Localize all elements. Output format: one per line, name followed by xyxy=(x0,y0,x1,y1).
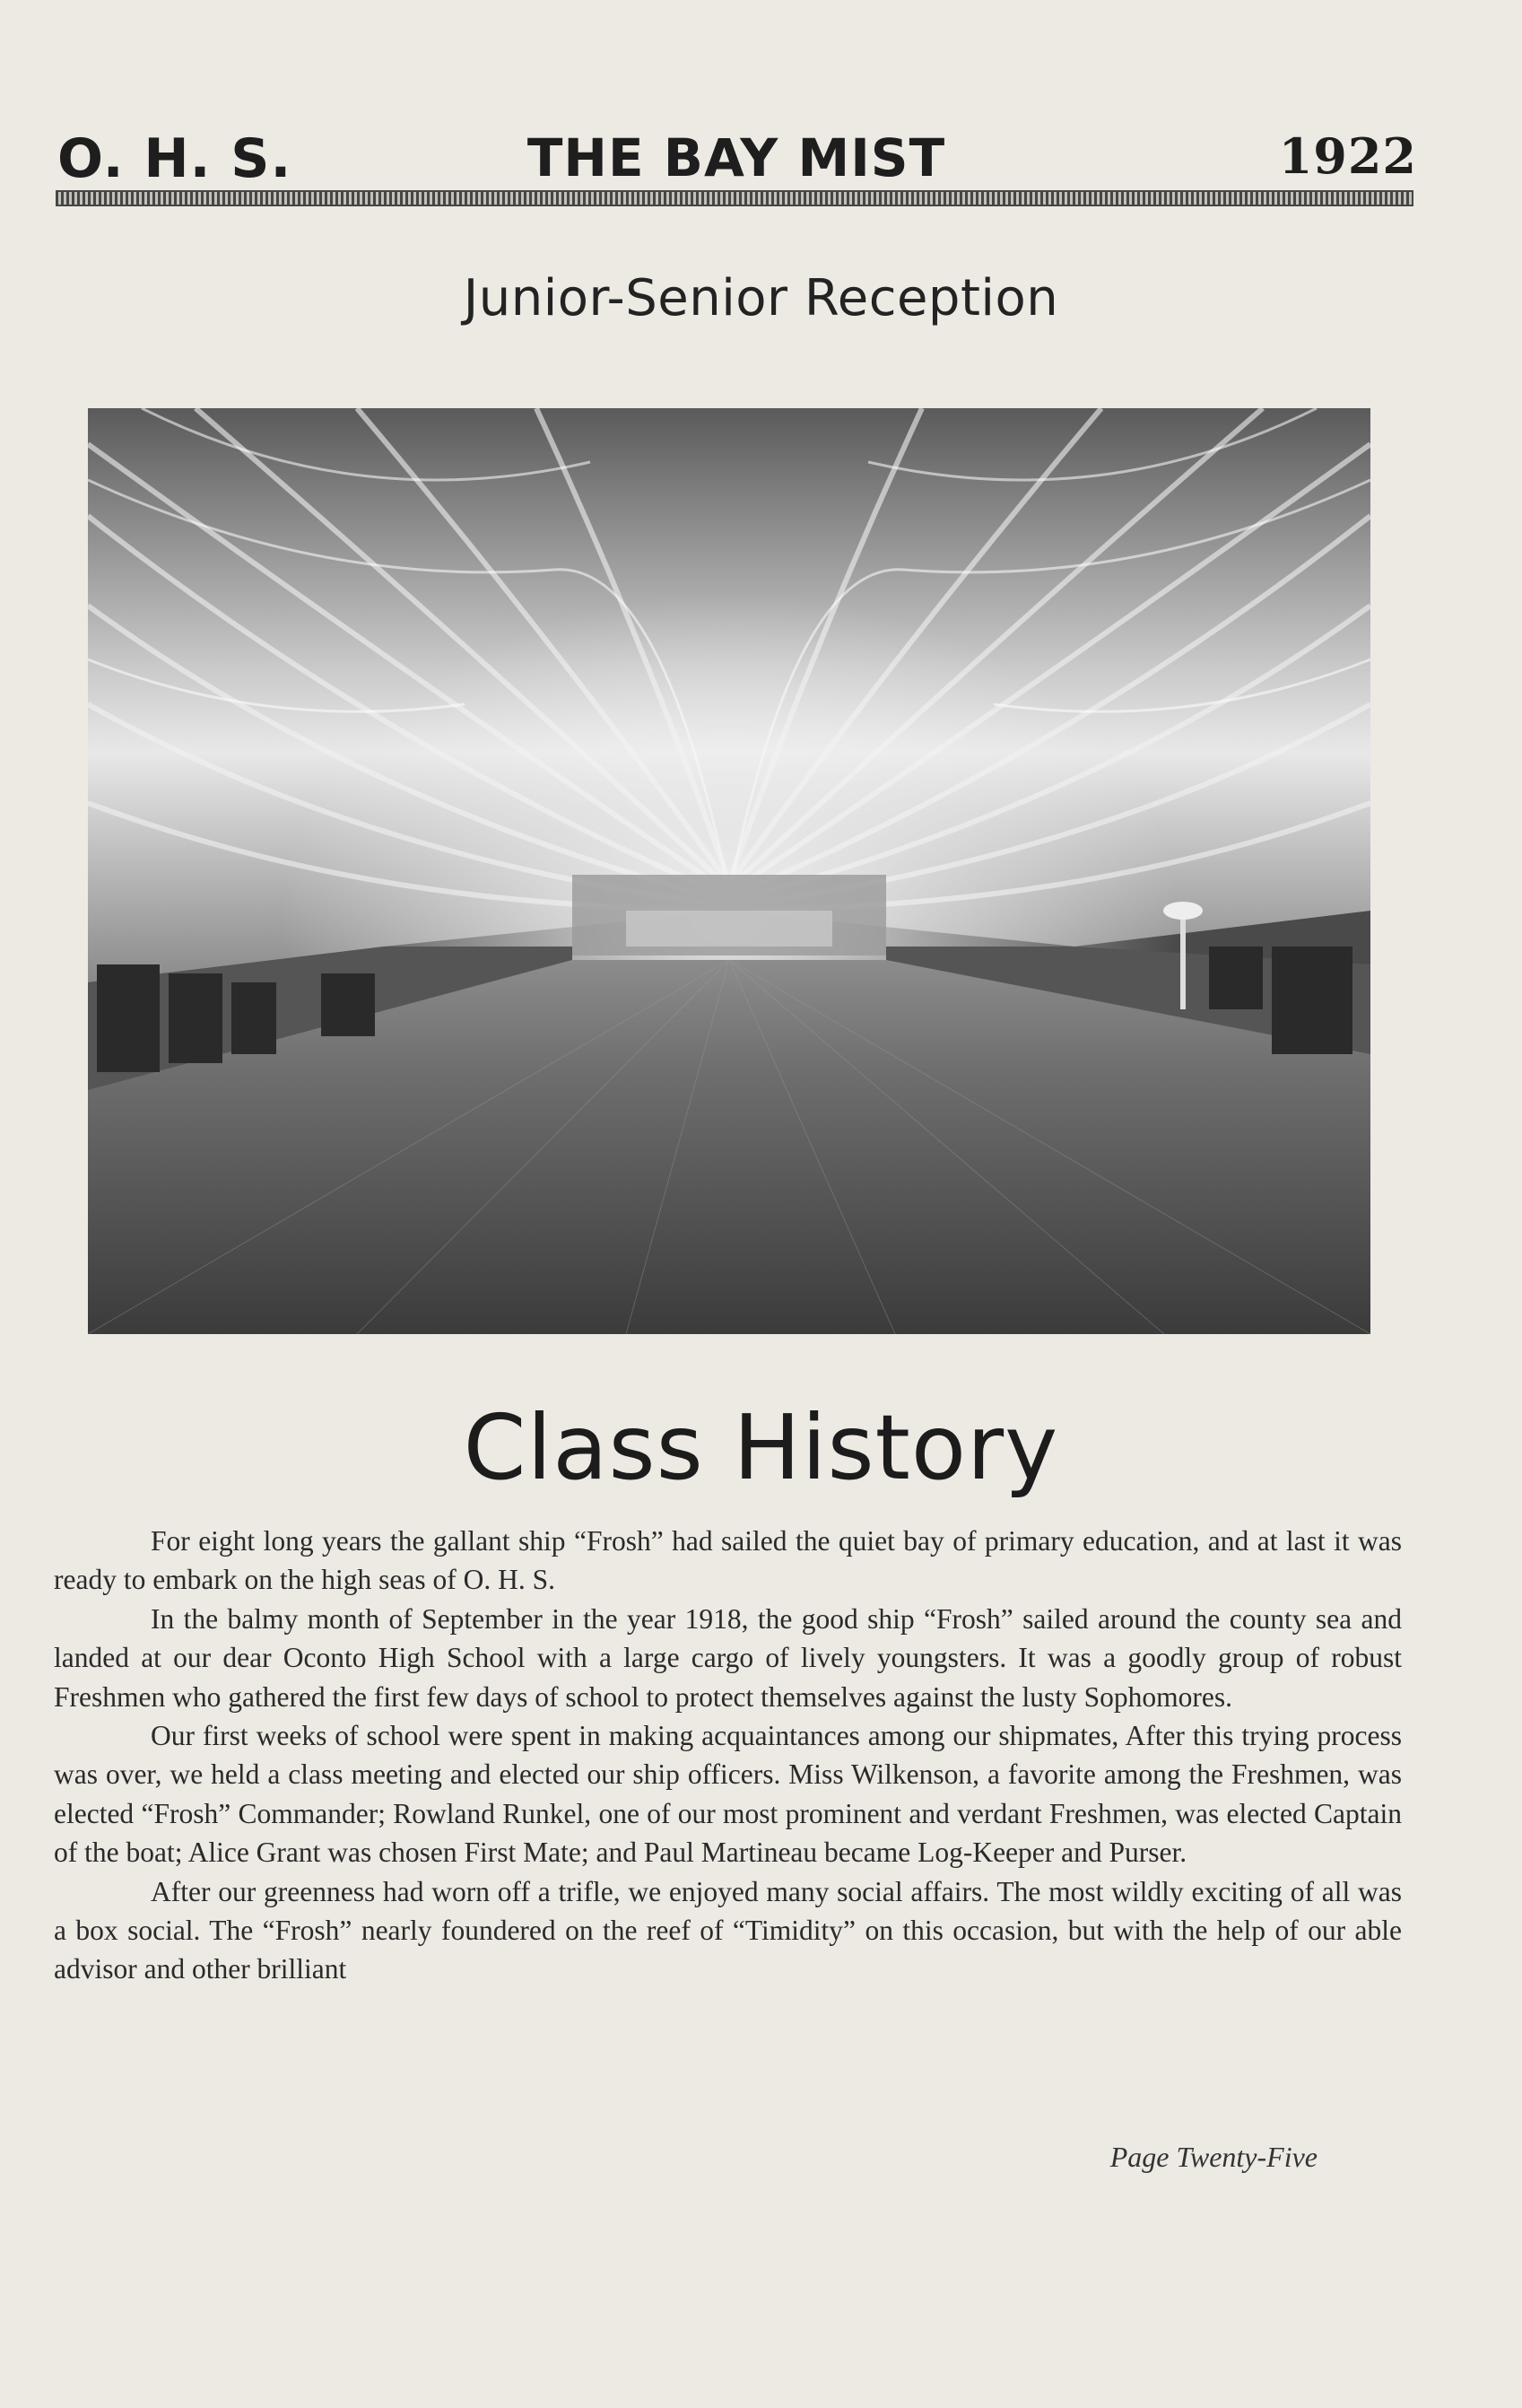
section-title: Class History xyxy=(463,1395,1059,1500)
paragraph: In the balmy month of September in the year 1918, the good ship “Frosh” sailed around the county sea and landed at our dear Oconto High School with a large cargo of lively youngsters. It was a goodly group of robust Freshmen who gathered the first few days of school to protect themselves against the lusty Sophomores. xyxy=(54,1602,1402,1713)
page-number: Page Twenty-Five xyxy=(1109,2141,1318,2173)
dance-hall-photo xyxy=(88,408,1370,1334)
header-year: 1922 xyxy=(1278,127,1417,185)
page-header xyxy=(56,127,1417,190)
header-school: O. H. S. xyxy=(57,127,292,190)
photo-caption: Junior-Senior Reception xyxy=(463,269,1059,327)
paragraph: For eight long years the gallant ship “Frosh” had sailed the quiet bay of primary education, and at last it was ready to embark on the high seas of O. H. S. xyxy=(54,1525,1402,1596)
class-history-text xyxy=(54,1522,1402,1989)
paragraph: Our first weeks of school were spent in making acquaintances among our shipmates, After this trying process was over, we held a class meeting and elected our ship officers. Miss Wilkenson, a favorite among the Freshmen, was elected “Frosh” Commander; Rowland Runkel, one of our most prominent and verdant Freshmen, was elected Captain of the boat; Alice Grant was chosen First Mate; and Paul Martineau became Log-Keeper and Purser. xyxy=(54,1720,1402,1869)
paragraph: After our greenness had worn off a trifle, we enjoyed many social affairs. The most wildly exciting of all was a box social. The “Frosh” nearly foundered on the reef of “Timidity” on this occasion, but with the help of our able advisor and other brilliant xyxy=(54,1875,1402,1985)
header-rule xyxy=(56,190,1413,206)
header-publication-title: THE BAY MIST xyxy=(526,127,946,188)
